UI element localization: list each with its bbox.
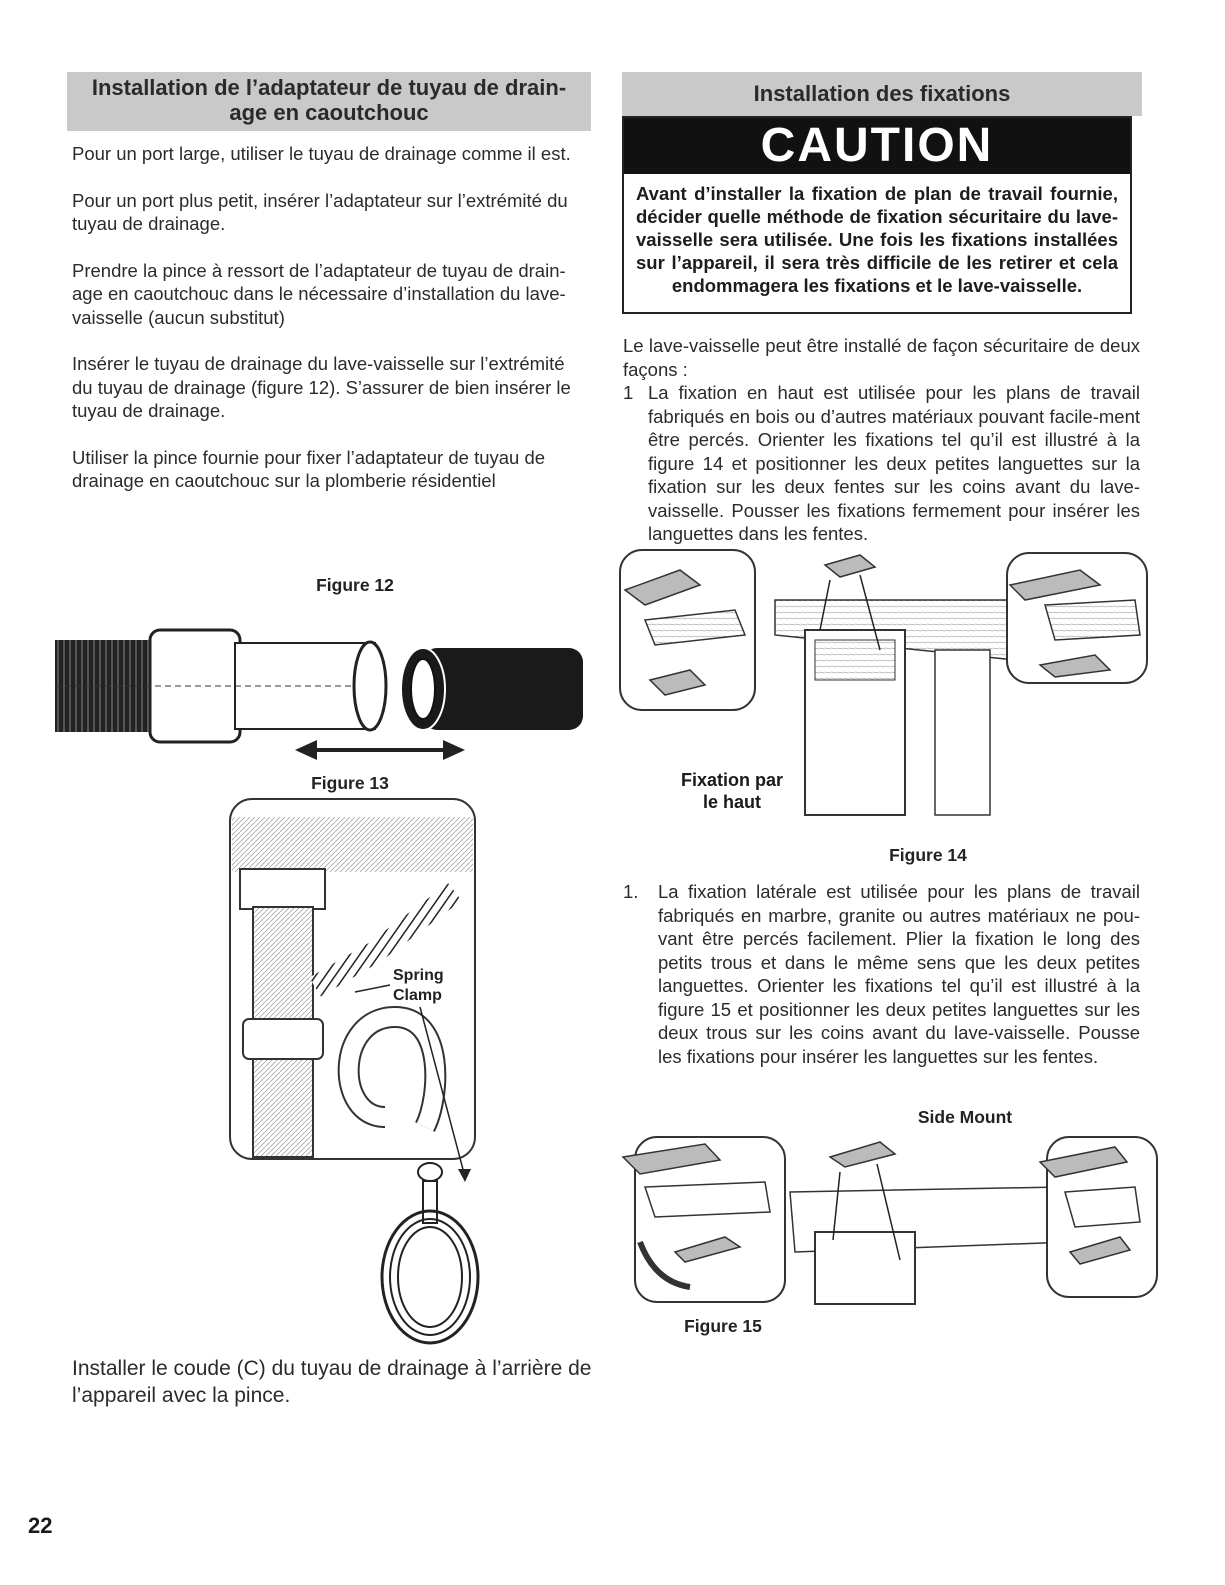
- figure-13-caption: Figure 13: [311, 773, 389, 793]
- numbered-list-2: [623, 880, 1140, 1068]
- fig14-label-line1: Fixation par: [680, 770, 783, 790]
- spring-clamp-label-line2: Clamp: [393, 987, 442, 1004]
- figure-12-caption: Figure 12: [316, 575, 394, 595]
- list-item-number: 1.: [623, 881, 639, 902]
- list-item: [623, 880, 1140, 1068]
- right-body-text: [623, 334, 1140, 546]
- list-item-text: La fixation latérale est utilisée pour les plans de travail fabriqués en marbre, granite ou autres matériaux ne pou-vant être percés facilement. Plier la fixation le long des petits trous et dans le même sens que les deux petites languettes. Orienter les fixations tel qu’il est illustré à la figure 15 et positionner les deux petites languettes sur les deux trous sur les coins avant du lave-vaisselle. Pousse les fixations pour insérer les languettes sur les fentes.: [658, 881, 1140, 1067]
- left-bottom-text: Installer le coude (C) du tuyau de drainage à l’arrière de l’appareil avec la pince.: [72, 1357, 592, 1407]
- right-section-header: Installation des fixations: [622, 72, 1142, 116]
- spring-clamp-label-line1: Spring: [393, 967, 444, 984]
- right-body-text-2: [623, 880, 1140, 1068]
- left-section-header: Installation de l’adaptateur de tuyau de drain- age en caoutchouc: [67, 72, 591, 131]
- fig14-label: [672, 769, 792, 813]
- figure-15-side-mount-illustration: [615, 1132, 1160, 1312]
- caution-text: Avant d’installer la fixation de plan de travail fournie, décider quelle méthode de fixation sécuritaire du lave-vaisselle sera utilisée. Une fois les fixations installées sur l’appareil, il sera très difficile de les retirer et cela endommagera les fixations et le lave-vaisselle.: [636, 183, 1118, 296]
- page-number: 22: [28, 1513, 53, 1538]
- list-item-text: La fixation en haut est utilisée pour les plans de travail fabriqués en bois ou d’autres matériaux pouvant facile-ment être percés. Orienter les fixations tel qu’il est illustré à la figure 14 et positionner les deux petites languettes sur la fixation sur les deux fentes sur les coins avant du lave-vaisselle. Pousser les fixations fermement pour insérer les languettes dans les fentes.: [648, 382, 1140, 544]
- figure-13-drain-clamp-illustration: [225, 797, 485, 1362]
- side-mount-label: Side Mount: [917, 1107, 1013, 1127]
- paragraph: Prendre la pince à ressort de l’adaptateur de tuyau de drain-age en caoutchouc dans le nécessaire d’installation du lave-vaisselle (aucun substitut): [72, 259, 566, 328]
- left-body-text: [72, 142, 590, 516]
- intro-text: Le lave-vaisselle peut être installé de façon sécuritaire de deux façons :: [623, 335, 1140, 380]
- paragraph: Pour un port plus petit, insérer l’adaptateur sur l’extrémité du tuyau de drainage.: [72, 189, 568, 234]
- figure-15-caption: Figure 15: [684, 1316, 762, 1336]
- paragraph: Insérer le tuyau de drainage du lave-vaisselle sur l’extrémité du tuyau de drainage (figure 12). S’assurer de bien insérer le tuyau de drainage.: [72, 353, 571, 421]
- paragraph: Utiliser la pince fournie pour fixer l’adaptateur de tuyau de drainage en caoutchouc sur la plomberie résidentiel: [72, 446, 546, 491]
- figure-14-caption: Figure 14: [889, 845, 967, 865]
- fig14-label-line2: le haut: [702, 792, 761, 812]
- paragraph: Pour un port large, utiliser le tuyau de drainage comme il est.: [72, 143, 571, 164]
- list-item: [623, 381, 1140, 546]
- numbered-list-1: [623, 381, 1140, 546]
- list-item-number: 1: [623, 382, 634, 403]
- caution-title: CAUTION: [624, 118, 1130, 174]
- figure-12-hose-adapter-illustration: [55, 618, 595, 763]
- caution-box: [622, 116, 1132, 314]
